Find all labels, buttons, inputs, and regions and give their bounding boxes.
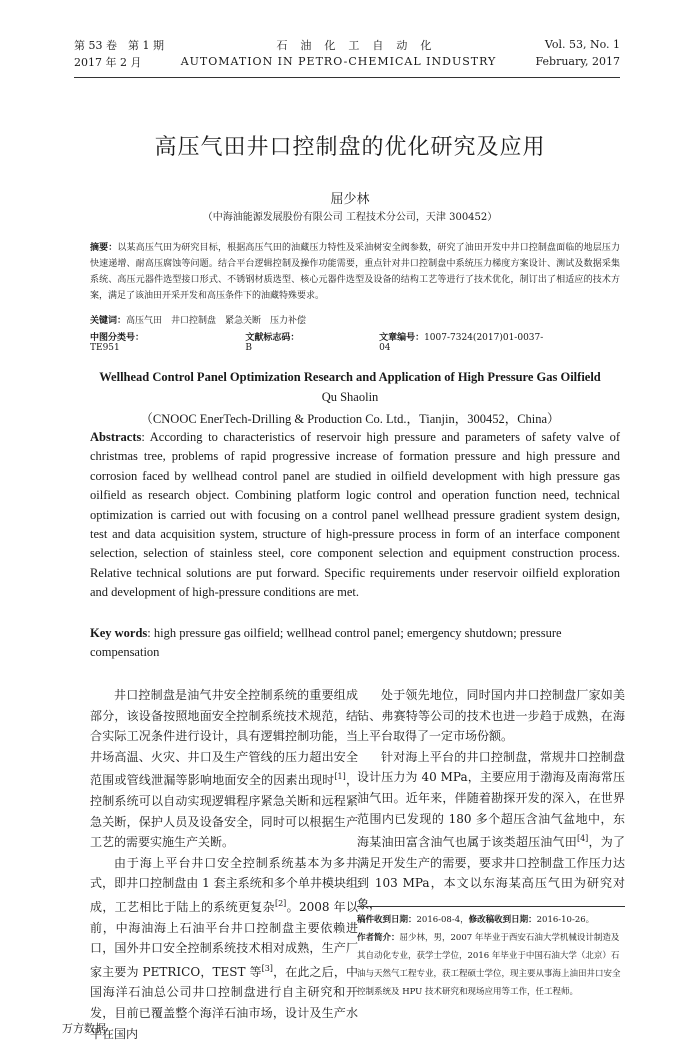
- received-date: 2016-08-4，: [416, 915, 469, 925]
- volume-en: Vol. 53, No. 1: [544, 38, 620, 51]
- abstract-cn: [90, 240, 620, 304]
- abstract-en-text: : According to characteristics of reservoir high pressure and parameters of safety valve of christmas tree, problems of rapid progressive increase of formation pressure and high pressure and corrosion faced by wellhead control panel are studied in oilfield development with high pressure gas oilfield as research object. Combining platform logic control and operation function need, technical optimization is carried out with focusing on a control panel wellhead pressure gradient system design, test and data acquisition system, structure of high-pressure process in form of an interface component selection, selection of stainless steel, core component selection and equipment construction process. Relative technical solutions are put forward. Specific requirements under reservoir oilfield exploration and development of high-pressure conditions are met.: [90, 430, 620, 600]
- abstract-cn-label: 摘要：: [90, 243, 118, 253]
- affiliation-cn: （中海油能源发展股份有限公司 工程技术分公司，天津 300452）: [202, 212, 498, 223]
- doc-code-label: 文献标志码：: [245, 333, 300, 343]
- author-en: Qu Shaolin: [321, 390, 379, 404]
- watermark: 万方数据: [62, 1022, 106, 1035]
- paper-title-en: Wellhead Control Panel Optimization Research and Application of High Pressure Gas Oilfield: [99, 370, 601, 384]
- keywords-en-label: Key words: [90, 626, 148, 640]
- author-cn: 屈少林: [330, 192, 370, 207]
- body-paragraph: 井口控制盘是油气井安全控制系统的重要组成部分，该设备按照地面安全控制系统技术规范，结合实际工况条件进行设计，具有逻辑控制功能，当井场高温、火灾、井口及生产管线的压力超出安全范围或管线泄漏等影响地面安全的因素出现时[1]，控制系统可以自动实现逻辑程序紧急关断和远程紧急关断，保护人员及设备安全，同时可以根据生产工艺的需要实施生产关断。: [90, 688, 358, 850]
- abstract-cn-text: 以某高压气田为研究目标，根据高压气田的油藏压力特性及采油树安全阀参数，研究了油田开发中井口控制盘面临的地层压力快速递增、耐高压腐蚀等问题。结合平台逻辑控制及操作功能需要，重点针对井口控制盘中系统压力梯度方案设计、测试及数据采集系统、高压元器件选型接口形式、不锈钢材质选型、核心元器件选型及设备的结构工艺等进行了技术优化，制订出了相适应的技术方案，满足了该油田开采开发和高压条件下的油藏特殊要求。: [90, 243, 620, 301]
- volume-cn: 第 53 卷 第 1 期: [74, 38, 164, 52]
- citation-marker: [4]: [576, 834, 589, 844]
- abstract-en: [90, 428, 620, 603]
- journal-en: AUTOMATION IN PETRO-CHEMICAL INDUSTRY: [180, 55, 497, 68]
- body-paragraph: 处于领先地位，同时国内井口控制盘厂家如美钻、弗赛特等公司的技术也进一步趋于成熟，在海上平台取得了一定市场份额。: [357, 688, 625, 744]
- clc-label: 中图分类号：: [90, 333, 145, 343]
- running-header: [74, 36, 620, 76]
- affiliation-en: （CNOOC EnerTech-Drilling & Production Co. Ltd.，Tianjin，300452，China）: [140, 412, 560, 426]
- keywords-cn: [90, 313, 620, 326]
- footnote: [357, 906, 625, 1001]
- citation-marker: [3]: [261, 963, 273, 973]
- keywords-en: [90, 624, 620, 663]
- keywords-cn-text: 高压气田 井口控制盘 紧急关断 压力补偿: [126, 316, 307, 326]
- header-rule: [74, 77, 620, 78]
- bio-label: 作者简介：: [357, 933, 400, 943]
- received-label: 稿件收到日期：: [357, 915, 417, 925]
- citation-marker: [2]: [274, 898, 287, 908]
- clc-value: TE951: [90, 343, 120, 353]
- body-paragraph: 由于海上平台井口安全控制系统基本为多井式，即井口控制盘由 1 套主系统和多个单井模块组成，工艺相比于陆上的系统更复杂[2]。2008 年以前，中海油海上石油平台井口控制盘主要依赖进口，国外井口安全控制系统技术相对成熟，生产厂家主要为 PETRICO，TEST 等[3]，在此之后，中国海洋石油总公司井口控制盘进行自主研究和开发，目前已覆盖整个海洋石油市场，设计及生产水平在国内: [90, 855, 358, 1041]
- body-paragraph: 针对海上平台的井口控制盘，常规井口控制盘设计压力为 40 MPa，主要应用于渤海及南海常压油气田。近年来，伴随着勘探开发的深入，在世界范围内已发现的 180 多个超压含油气盆地中，东海某油田富含油气也属于该类超压油气田[4]，为了满足开发生产的需要，要求井口控制盘工作压力达到 103 MPa，本文以东海某高压气田为研究对象，: [357, 749, 625, 911]
- article-no-value: 1007-7324(2017)01-0037-04: [379, 333, 544, 353]
- citation-marker: [1]: [334, 772, 346, 782]
- bio-text: 屈少林，男，2007 年毕业于西安石油大学机械设计制造及其自动化专业，获学士学位，2016 年毕业于中国石油大学（北京）石油与天然气工程专业，获工程硕士学位，现主要从事海上油田井口安全控制系统及 HPU 技术研究和现场应用等工作，任工程师。: [357, 933, 621, 997]
- classification-line: [90, 330, 620, 353]
- abstract-en-label: Abstracts: [90, 430, 142, 444]
- revised-date: 2016-10-26。: [536, 915, 595, 925]
- revised-label: 修改稿收到日期：: [468, 915, 537, 925]
- journal-cn: 石 油 化 工 自 动 化: [276, 38, 433, 52]
- date-en: February, 2017: [535, 55, 620, 68]
- keywords-en-text: : high pressure gas oilfield; wellhead control panel; emergency shutdown; pressure compensation: [90, 626, 562, 660]
- doc-code-value: B: [245, 343, 252, 353]
- body-column-left: [90, 685, 358, 1044]
- article-no-label: 文章编号：: [379, 333, 425, 343]
- keywords-cn-label: 关键词：: [90, 316, 127, 326]
- body-column-right: [357, 685, 625, 915]
- date-cn: 2017 年 2 月: [74, 55, 142, 69]
- paper-title-cn: 高压气田井口控制盘的优化研究及应用: [154, 135, 546, 160]
